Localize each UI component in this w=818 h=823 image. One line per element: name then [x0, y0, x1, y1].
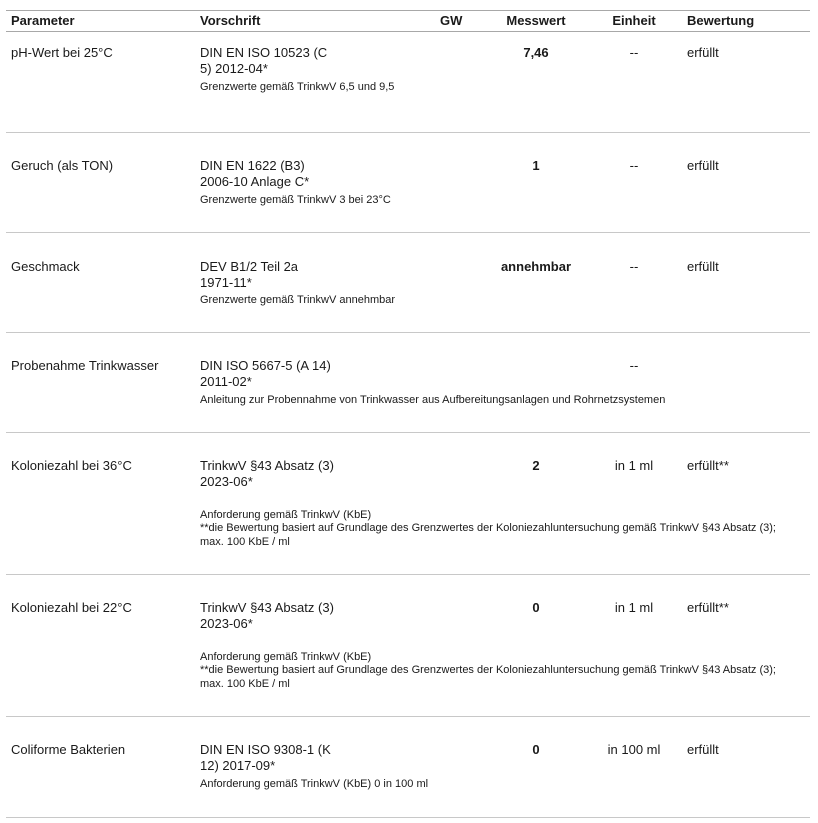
row-vorschrift-line2: 1971-11* [200, 275, 252, 290]
row-vorschrift-line2: 5) 2012-04* [200, 61, 268, 76]
row-vorschrift-line2: 2006-10 Anlage C* [200, 174, 310, 189]
row-einheit: in 1 ml [614, 458, 654, 473]
row-einheit: in 100 ml [607, 742, 661, 757]
row-einheit: -- [629, 45, 639, 60]
header-gw: GW [440, 13, 463, 28]
row-note: Anforderung gemäß TrinkwV (KbE) 0 in 100 ml [200, 778, 429, 790]
row-vorschrift-line1: DIN EN ISO 9308-1 (K [200, 742, 331, 757]
row-vorschrift-line1: DIN EN 1622 (B3) [200, 158, 305, 173]
table-row [6, 433, 810, 575]
row-vorschrift-line1: DIN ISO 5667-5 (A 14) [200, 358, 331, 373]
table-row [6, 575, 810, 717]
row-note: max. 100 KbE / ml [200, 536, 290, 548]
row-note: max. 100 KbE / ml [200, 678, 290, 690]
row-messwert: 0 [532, 742, 540, 757]
header-einheit: Einheit [612, 13, 656, 28]
row-messwert: 2 [532, 458, 540, 473]
row-einheit: in 1 ml [614, 600, 654, 615]
row-messwert: annehmbar [500, 259, 572, 274]
row-vorschrift-line2: 2011-02* [200, 374, 252, 389]
header-vorschrift: Vorschrift [200, 13, 261, 28]
row-vorschrift-line1: TrinkwV §43 Absatz (3) [200, 458, 334, 473]
row-vorschrift-line2: 12) 2017-09* [200, 758, 276, 773]
header-parameter: Parameter [11, 13, 75, 28]
row-einheit: -- [629, 358, 639, 373]
results-table [6, 10, 810, 818]
table-row [6, 333, 810, 433]
table-header [6, 10, 810, 32]
row-einheit: -- [629, 158, 639, 173]
row-parameter: Koloniezahl bei 36°C [11, 458, 132, 473]
row-note: **die Bewertung basiert auf Grundlage des Grenzwertes der Koloniezahluntersuchung gemäß TrinkwV §43 Absatz (3); [200, 522, 776, 534]
row-vorschrift-line2: 2023-06* [200, 474, 253, 489]
table-row [6, 233, 810, 333]
row-parameter: Geruch (als TON) [11, 158, 114, 173]
table-row [6, 717, 810, 818]
row-bewertung: erfüllt [687, 259, 719, 274]
row-note: Anleitung zur Probennahme von Trinkwasser aus Aufbereitungsanlagen und Rohrnetzsystemen [200, 394, 666, 406]
row-einheit: -- [629, 259, 639, 274]
row-parameter: Geschmack [11, 259, 80, 274]
row-bewertung: erfüllt [687, 45, 719, 60]
row-note: Anforderung gemäß TrinkwV (KbE) [200, 651, 372, 663]
header-bewertung: Bewertung [687, 13, 755, 28]
row-vorschrift-line1: DEV B1/2 Teil 2a [200, 259, 299, 274]
row-messwert: 7,46 [523, 45, 549, 60]
row-vorschrift-line2: 2023-06* [200, 616, 253, 631]
row-note: Grenzwerte gemäß TrinkwV 6,5 und 9,5 [200, 81, 395, 93]
row-messwert: 1 [532, 158, 540, 173]
row-vorschrift-line1: TrinkwV §43 Absatz (3) [200, 600, 334, 615]
row-bewertung: erfüllt [687, 742, 719, 757]
row-note: Anforderung gemäß TrinkwV (KbE) [200, 509, 372, 521]
row-note: **die Bewertung basiert auf Grundlage des Grenzwertes der Koloniezahluntersuchung gemäß TrinkwV §43 Absatz (3); [200, 664, 776, 676]
row-parameter: Coliforme Bakterien [11, 742, 126, 757]
row-note: Grenzwerte gemäß TrinkwV 3 bei 23°C [200, 194, 391, 206]
row-parameter: Koloniezahl bei 22°C [11, 600, 132, 615]
row-vorschrift-line1: DIN EN ISO 10523 (C [200, 45, 328, 60]
row-bewertung: erfüllt** [687, 458, 729, 473]
row-bewertung: erfüllt** [687, 600, 729, 615]
row-bewertung: erfüllt [687, 158, 719, 173]
row-parameter: pH-Wert bei 25°C [11, 45, 113, 60]
header-messwert: Messwert [506, 13, 566, 28]
row-note: Grenzwerte gemäß TrinkwV annehmbar [200, 294, 396, 306]
row-parameter: Probenahme Trinkwasser [11, 358, 159, 373]
row-messwert: 0 [532, 600, 540, 615]
table-row [6, 133, 810, 233]
table-row [6, 32, 810, 133]
